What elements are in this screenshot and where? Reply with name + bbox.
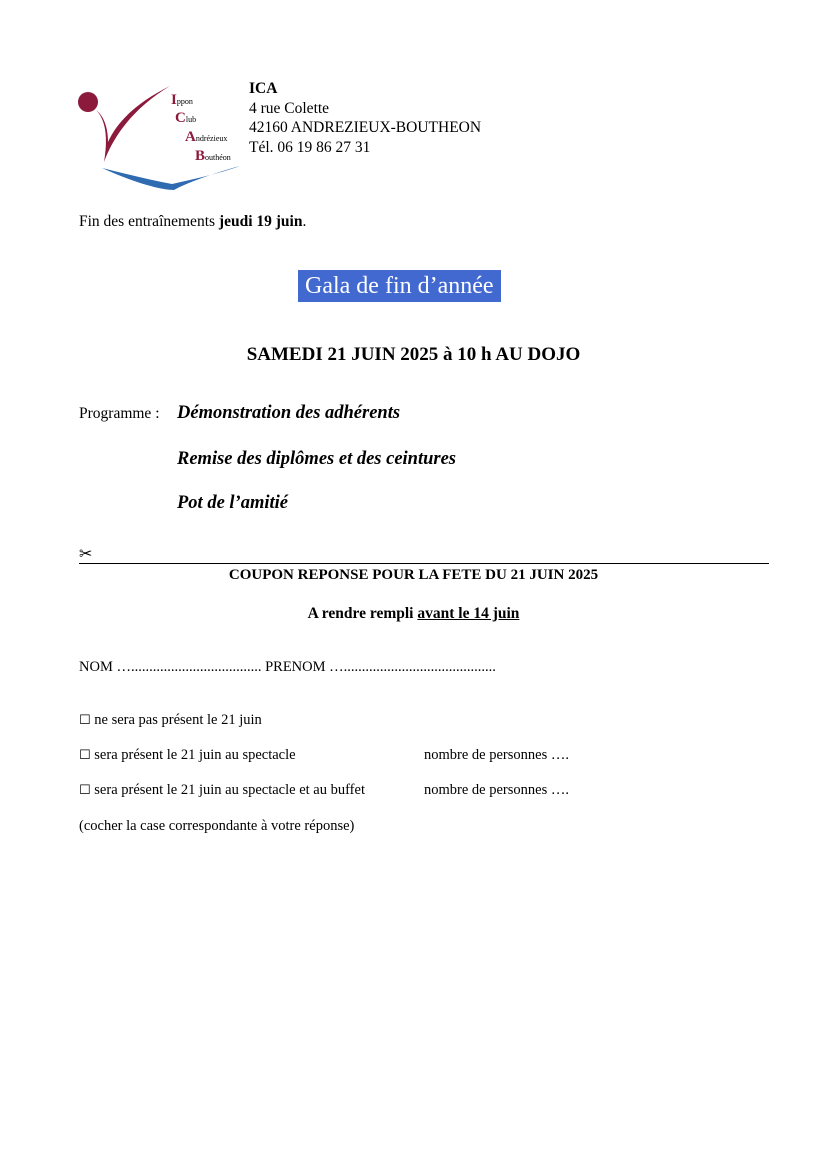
club-logo: [78, 80, 244, 192]
persons-count-buffet[interactable]: nombre de personnes ….: [424, 782, 569, 798]
logo-line-4: Bouthéon: [195, 148, 231, 164]
cut-line: [79, 563, 769, 564]
programme-item: Pot de l’amitié: [177, 493, 288, 513]
checkbox-icon[interactable]: ☐: [79, 748, 91, 763]
checkbox-icon[interactable]: ☐: [79, 713, 91, 728]
training-end-notice: Fin des entraînements jeudi 19 juin.: [79, 213, 307, 230]
option-show-buffet[interactable]: ☐ sera présent le 21 juin au spectacle et au buffet: [79, 782, 365, 798]
gala-title: Gala de fin d’année: [298, 270, 501, 302]
coupon-deadline: A rendre rempli avant le 14 juin: [307, 605, 520, 622]
event-date: SAMEDI 21 JUIN 2025 à 10 h AU DOJO: [246, 344, 581, 365]
club-address: [249, 79, 481, 157]
programme-item: Remise des diplômes et des ceintures: [177, 449, 457, 469]
programme-item: Démonstration des adhérents: [177, 403, 401, 423]
programme-label: Programme :: [79, 405, 160, 422]
coupon-note: (cocher la case correspondante à votre réponse): [79, 818, 355, 834]
club-name: ICA: [249, 80, 278, 97]
persons-count-show[interactable]: nombre de personnes ….: [424, 747, 569, 763]
checkbox-icon[interactable]: ☐: [79, 783, 91, 798]
scissors-icon: ✂: [79, 544, 93, 563]
logo-line-1: Ippon: [171, 92, 193, 108]
logo-line-3: Andrézieux: [185, 129, 228, 145]
club-city: 42160 ANDREZIEUX-BOUTHEON: [249, 119, 482, 136]
logo-line-2: Club: [175, 110, 197, 126]
option-absent[interactable]: ☐ ne sera pas présent le 21 juin: [79, 712, 262, 728]
option-show[interactable]: ☐ sera présent le 21 juin au spectacle: [79, 747, 296, 763]
name-fields[interactable]: NOM ….................................... PRENOM …..........................................: [79, 659, 496, 675]
club-phone: Tél. 06 19 86 27 31: [249, 138, 371, 156]
club-street: 4 rue Colette: [249, 99, 330, 117]
coupon-title: COUPON REPONSE POUR LA FETE DU 21 JUIN 2025: [228, 567, 599, 583]
